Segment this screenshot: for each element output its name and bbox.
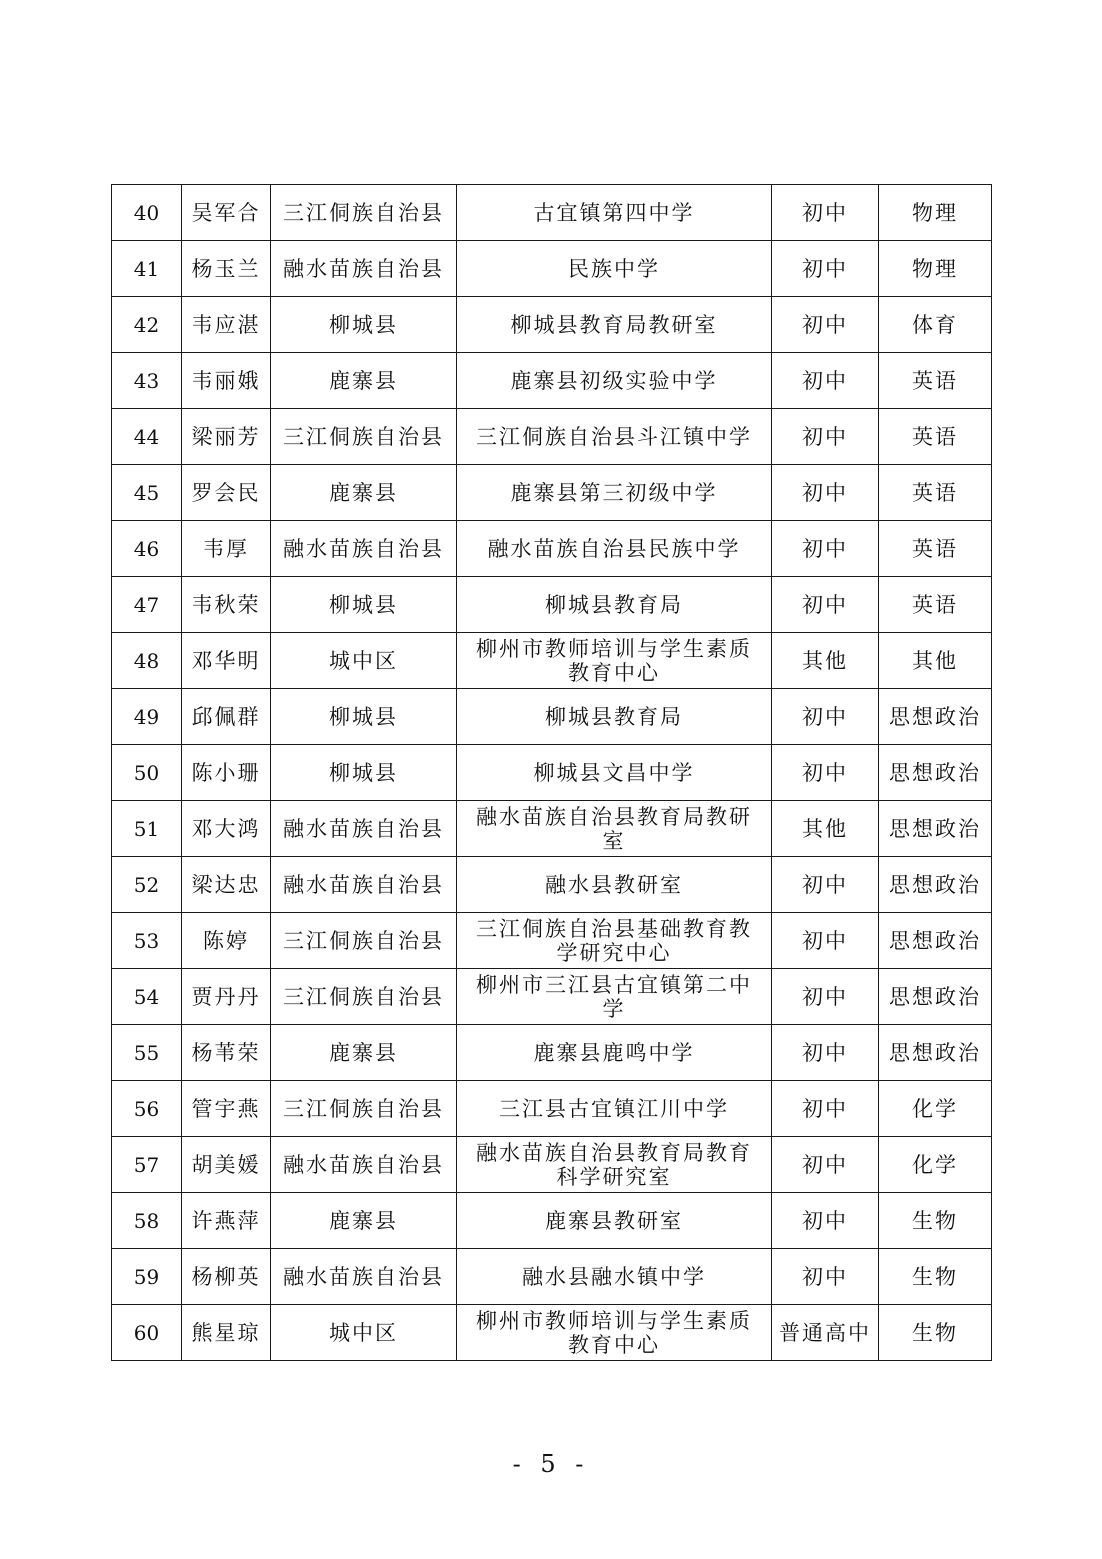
cell-county: 柳城县 (271, 689, 457, 745)
cell-subject: 生物 (879, 1305, 992, 1361)
roster-table (111, 184, 992, 1361)
cell-number: 56 (112, 1081, 182, 1137)
cell-subject: 思想政治 (879, 857, 992, 913)
cell-name: 罗会民 (182, 465, 271, 521)
cell-number: 47 (112, 577, 182, 633)
cell-subject: 英语 (879, 577, 992, 633)
cell-number: 40 (112, 185, 182, 241)
cell-subject: 英语 (879, 465, 992, 521)
cell-subject: 化学 (879, 1081, 992, 1137)
cell-county: 三江侗族自治县 (271, 913, 457, 969)
cell-level: 其他 (772, 801, 879, 857)
cell-number: 51 (112, 801, 182, 857)
cell-level: 初中 (772, 241, 879, 297)
table-row (112, 633, 992, 689)
cell-name: 邓华明 (182, 633, 271, 689)
cell-number: 44 (112, 409, 182, 465)
table-row (112, 297, 992, 353)
cell-number: 55 (112, 1025, 182, 1081)
cell-county: 融水苗族自治县 (271, 801, 457, 857)
cell-subject: 生物 (879, 1249, 992, 1305)
roster-table-body (112, 185, 992, 1361)
table-row (112, 1137, 992, 1193)
cell-subject: 英语 (879, 409, 992, 465)
cell-county: 城中区 (271, 633, 457, 689)
cell-level: 初中 (772, 1137, 879, 1193)
cell-unit: 三江县古宜镇江川中学 (457, 1081, 772, 1137)
cell-number: 41 (112, 241, 182, 297)
cell-county: 鹿寨县 (271, 353, 457, 409)
cell-level: 初中 (772, 745, 879, 801)
table-row (112, 1081, 992, 1137)
cell-number: 42 (112, 297, 182, 353)
cell-county: 融水苗族自治县 (271, 521, 457, 577)
cell-county: 鹿寨县 (271, 465, 457, 521)
cell-county: 柳城县 (271, 745, 457, 801)
cell-subject: 生物 (879, 1193, 992, 1249)
cell-name: 梁丽芳 (182, 409, 271, 465)
cell-name: 韦秋荣 (182, 577, 271, 633)
cell-level: 初中 (772, 1249, 879, 1305)
cell-level: 初中 (772, 297, 879, 353)
cell-county: 三江侗族自治县 (271, 969, 457, 1025)
cell-county: 融水苗族自治县 (271, 1137, 457, 1193)
cell-name: 韦应湛 (182, 297, 271, 353)
cell-unit: 柳城县教育局教研室 (457, 297, 772, 353)
cell-number: 50 (112, 745, 182, 801)
cell-name: 胡美媛 (182, 1137, 271, 1193)
cell-number: 57 (112, 1137, 182, 1193)
cell-level: 初中 (772, 521, 879, 577)
table-row (112, 969, 992, 1025)
cell-level: 初中 (772, 577, 879, 633)
table-row (112, 857, 992, 913)
cell-number: 49 (112, 689, 182, 745)
table-row (112, 1249, 992, 1305)
cell-number: 48 (112, 633, 182, 689)
cell-name: 陈小珊 (182, 745, 271, 801)
cell-number: 58 (112, 1193, 182, 1249)
table-row (112, 185, 992, 241)
cell-number: 53 (112, 913, 182, 969)
cell-level: 初中 (772, 185, 879, 241)
cell-name: 杨柳英 (182, 1249, 271, 1305)
cell-level: 初中 (772, 1193, 879, 1249)
table-row (112, 689, 992, 745)
cell-unit: 柳城县教育局 (457, 577, 772, 633)
cell-county: 柳城县 (271, 297, 457, 353)
cell-level: 初中 (772, 857, 879, 913)
cell-name: 梁达忠 (182, 857, 271, 913)
cell-unit: 古宜镇第四中学 (457, 185, 772, 241)
cell-subject: 思想政治 (879, 745, 992, 801)
cell-county: 融水苗族自治县 (271, 1249, 457, 1305)
cell-county: 柳城县 (271, 577, 457, 633)
cell-unit: 三江侗族自治县斗江镇中学 (457, 409, 772, 465)
cell-name: 杨玉兰 (182, 241, 271, 297)
cell-subject: 物理 (879, 241, 992, 297)
cell-unit: 三江侗族自治县基础教育教学研究中心 (457, 913, 772, 969)
cell-level: 其他 (772, 633, 879, 689)
cell-number: 59 (112, 1249, 182, 1305)
cell-unit: 融水苗族自治县教育局教研室 (457, 801, 772, 857)
table-row (112, 521, 992, 577)
cell-county: 三江侗族自治县 (271, 1081, 457, 1137)
cell-unit: 鹿寨县初级实验中学 (457, 353, 772, 409)
cell-name: 管宇燕 (182, 1081, 271, 1137)
cell-unit: 柳州市三江县古宜镇第二中学 (457, 969, 772, 1025)
cell-name: 许燕萍 (182, 1193, 271, 1249)
cell-level: 初中 (772, 969, 879, 1025)
cell-unit: 鹿寨县教研室 (457, 1193, 772, 1249)
table-row (112, 353, 992, 409)
table-row (112, 241, 992, 297)
cell-county: 融水苗族自治县 (271, 241, 457, 297)
cell-subject: 英语 (879, 521, 992, 577)
cell-unit: 柳城县教育局 (457, 689, 772, 745)
cell-subject: 体育 (879, 297, 992, 353)
cell-unit: 融水苗族自治县民族中学 (457, 521, 772, 577)
cell-level: 初中 (772, 465, 879, 521)
cell-number: 46 (112, 521, 182, 577)
cell-name: 熊星琼 (182, 1305, 271, 1361)
table-row (112, 913, 992, 969)
cell-number: 60 (112, 1305, 182, 1361)
cell-level: 初中 (772, 689, 879, 745)
cell-subject: 思想政治 (879, 1025, 992, 1081)
cell-name: 陈婷 (182, 913, 271, 969)
table-row (112, 745, 992, 801)
cell-subject: 思想政治 (879, 969, 992, 1025)
cell-unit: 鹿寨县鹿鸣中学 (457, 1025, 772, 1081)
cell-name: 杨苇荣 (182, 1025, 271, 1081)
cell-name: 韦丽娥 (182, 353, 271, 409)
cell-name: 贾丹丹 (182, 969, 271, 1025)
table-row (112, 577, 992, 633)
cell-level: 初中 (772, 1081, 879, 1137)
cell-subject: 化学 (879, 1137, 992, 1193)
cell-unit: 民族中学 (457, 241, 772, 297)
cell-number: 45 (112, 465, 182, 521)
cell-name: 韦厚 (182, 521, 271, 577)
cell-number: 43 (112, 353, 182, 409)
cell-level: 初中 (772, 353, 879, 409)
cell-county: 鹿寨县 (271, 1193, 457, 1249)
cell-county: 融水苗族自治县 (271, 857, 457, 913)
cell-subject: 思想政治 (879, 801, 992, 857)
table-row (112, 1025, 992, 1081)
cell-unit: 柳城县文昌中学 (457, 745, 772, 801)
cell-county: 鹿寨县 (271, 1025, 457, 1081)
cell-number: 52 (112, 857, 182, 913)
cell-county: 三江侗族自治县 (271, 409, 457, 465)
cell-unit: 融水苗族自治县教育局教育科学研究室 (457, 1137, 772, 1193)
table-row (112, 1305, 992, 1361)
cell-subject: 思想政治 (879, 913, 992, 969)
cell-unit: 融水县融水镇中学 (457, 1249, 772, 1305)
cell-subject: 物理 (879, 185, 992, 241)
cell-level: 初中 (772, 1025, 879, 1081)
cell-unit: 柳州市教师培训与学生素质教育中心 (457, 1305, 772, 1361)
cell-name: 吴军合 (182, 185, 271, 241)
page-number: - 5 - (512, 1450, 590, 1478)
cell-county: 城中区 (271, 1305, 457, 1361)
table-row (112, 1193, 992, 1249)
cell-unit: 融水县教研室 (457, 857, 772, 913)
cell-unit: 柳州市教师培训与学生素质教育中心 (457, 633, 772, 689)
table-row (112, 801, 992, 857)
cell-subject: 思想政治 (879, 689, 992, 745)
cell-level: 普通高中 (772, 1305, 879, 1361)
cell-level: 初中 (772, 409, 879, 465)
cell-name: 邓大鸿 (182, 801, 271, 857)
cell-unit: 鹿寨县第三初级中学 (457, 465, 772, 521)
cell-level: 初中 (772, 913, 879, 969)
cell-subject: 英语 (879, 353, 992, 409)
cell-subject: 其他 (879, 633, 992, 689)
cell-number: 54 (112, 969, 182, 1025)
table-row (112, 409, 992, 465)
cell-name: 邱佩群 (182, 689, 271, 745)
table-row (112, 465, 992, 521)
cell-county: 三江侗族自治县 (271, 185, 457, 241)
